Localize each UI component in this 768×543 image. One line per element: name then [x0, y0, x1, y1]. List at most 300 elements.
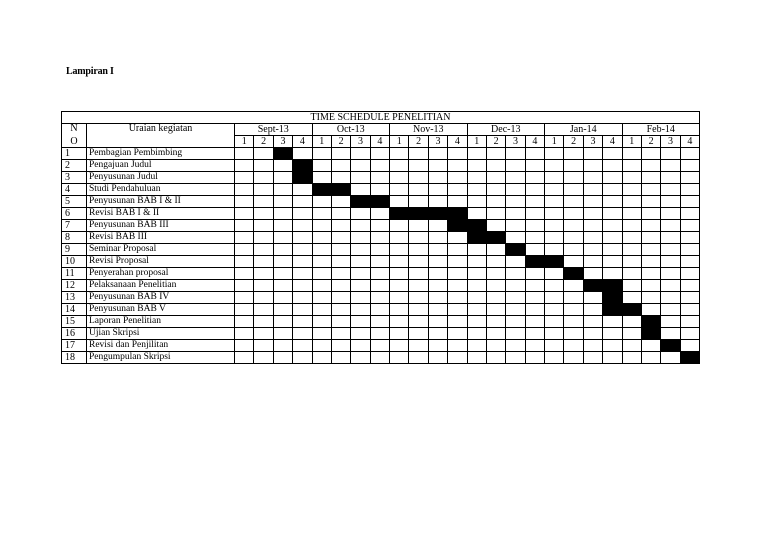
schedule-cell	[506, 232, 525, 244]
week-header: 1	[235, 136, 254, 148]
week-header: 4	[448, 136, 467, 148]
schedule-cell	[331, 160, 350, 172]
schedule-cell-filled	[331, 184, 350, 196]
row-number: 3	[62, 172, 87, 184]
schedule-cell	[254, 220, 273, 232]
schedule-cell	[525, 184, 544, 196]
schedule-cell	[409, 328, 428, 340]
activity-label: Penyusunan BAB IV	[87, 292, 235, 304]
schedule-cell	[583, 220, 602, 232]
schedule-cell-filled	[603, 280, 622, 292]
schedule-cell	[273, 292, 292, 304]
schedule-cell	[622, 280, 641, 292]
activity-label: Penyusunan Judul	[87, 172, 235, 184]
schedule-cell	[564, 316, 583, 328]
schedule-cell	[428, 232, 447, 244]
week-header: 2	[564, 136, 583, 148]
schedule-cell-filled	[467, 220, 486, 232]
schedule-cell	[661, 244, 680, 256]
schedule-cell	[351, 208, 370, 220]
schedule-cell	[564, 148, 583, 160]
schedule-cell-filled	[603, 304, 622, 316]
schedule-cell	[641, 340, 660, 352]
week-header: 2	[331, 136, 350, 148]
schedule-cell	[409, 316, 428, 328]
schedule-cell	[545, 328, 564, 340]
schedule-cell	[564, 172, 583, 184]
schedule-cell	[680, 184, 699, 196]
schedule-cell	[641, 148, 660, 160]
schedule-cell	[370, 340, 389, 352]
schedule-cell	[331, 340, 350, 352]
schedule-cell	[583, 352, 602, 364]
schedule-cell	[273, 232, 292, 244]
schedule-cell	[680, 148, 699, 160]
schedule-cell	[603, 220, 622, 232]
schedule-cell	[351, 340, 370, 352]
schedule-cell	[428, 160, 447, 172]
schedule-cell	[583, 244, 602, 256]
schedule-cell	[409, 220, 428, 232]
schedule-cell	[390, 196, 409, 208]
schedule-cell	[312, 292, 331, 304]
schedule-cell-filled	[409, 208, 428, 220]
schedule-cell	[661, 172, 680, 184]
schedule-cell	[661, 232, 680, 244]
schedule-cell	[622, 160, 641, 172]
column-header-activity: Uraian kegiatan	[87, 124, 235, 148]
schedule-cell	[583, 340, 602, 352]
schedule-cell	[235, 280, 254, 292]
week-header: 1	[622, 136, 641, 148]
schedule-cell-filled	[486, 232, 505, 244]
schedule-cell	[409, 244, 428, 256]
schedule-cell	[467, 340, 486, 352]
week-header: 3	[351, 136, 370, 148]
schedule-cell	[486, 292, 505, 304]
row-number: 10	[62, 256, 87, 268]
schedule-cell	[583, 160, 602, 172]
schedule-cell	[641, 172, 660, 184]
month-header: Dec-13	[467, 124, 545, 136]
schedule-cell	[641, 280, 660, 292]
schedule-cell	[409, 340, 428, 352]
schedule-cell	[661, 268, 680, 280]
table-row	[62, 256, 700, 268]
schedule-cell	[525, 196, 544, 208]
row-number: 12	[62, 280, 87, 292]
week-header: 2	[254, 136, 273, 148]
week-header: 4	[525, 136, 544, 148]
schedule-cell	[448, 328, 467, 340]
schedule-cell-filled	[525, 256, 544, 268]
schedule-cell	[680, 304, 699, 316]
schedule-cell	[661, 208, 680, 220]
schedule-cell	[254, 196, 273, 208]
schedule-cell-filled	[273, 148, 292, 160]
schedule-cell	[409, 352, 428, 364]
schedule-cell	[622, 256, 641, 268]
schedule-cell	[428, 268, 447, 280]
schedule-cell	[583, 172, 602, 184]
schedule-cell-filled	[545, 256, 564, 268]
schedule-cell	[467, 160, 486, 172]
schedule-cell	[486, 352, 505, 364]
table-row	[62, 340, 700, 352]
activity-label: Ujian Skripsi	[87, 328, 235, 340]
schedule-cell-filled	[390, 208, 409, 220]
schedule-cell	[622, 148, 641, 160]
schedule-cell-filled	[293, 160, 312, 172]
schedule-cell	[545, 340, 564, 352]
schedule-cell	[428, 316, 447, 328]
schedule-cell	[351, 220, 370, 232]
schedule-cell	[603, 256, 622, 268]
schedule-cell	[622, 232, 641, 244]
week-header: 2	[641, 136, 660, 148]
schedule-cell	[428, 304, 447, 316]
schedule-cell	[622, 220, 641, 232]
schedule-cell	[603, 184, 622, 196]
row-number: 18	[62, 352, 87, 364]
schedule-cell	[622, 268, 641, 280]
schedule-cell	[293, 292, 312, 304]
schedule-cell	[235, 340, 254, 352]
schedule-cell	[525, 232, 544, 244]
schedule-cell	[603, 160, 622, 172]
row-number: 11	[62, 268, 87, 280]
schedule-cell	[254, 352, 273, 364]
schedule-cell-filled	[506, 244, 525, 256]
schedule-cell	[486, 268, 505, 280]
schedule-cell	[448, 268, 467, 280]
activity-label: Penyusunan BAB III	[87, 220, 235, 232]
schedule-cell	[583, 292, 602, 304]
schedule-cell	[390, 304, 409, 316]
schedule-cell	[525, 316, 544, 328]
table-row	[62, 244, 700, 256]
schedule-cell	[448, 304, 467, 316]
schedule-cell	[467, 280, 486, 292]
schedule-cell	[564, 208, 583, 220]
schedule-cell	[235, 172, 254, 184]
schedule-cell	[622, 316, 641, 328]
schedule-cell	[506, 196, 525, 208]
schedule-cell	[390, 148, 409, 160]
schedule-cell	[331, 256, 350, 268]
schedule-cell	[331, 220, 350, 232]
schedule-cell	[351, 328, 370, 340]
schedule-cell	[235, 244, 254, 256]
schedule-cell	[351, 232, 370, 244]
schedule-cell	[390, 160, 409, 172]
schedule-cell	[680, 256, 699, 268]
schedule-cell	[235, 148, 254, 160]
row-number: 17	[62, 340, 87, 352]
schedule-cell	[273, 352, 292, 364]
schedule-cell	[583, 328, 602, 340]
schedule-cell	[680, 292, 699, 304]
activity-label: Revisi BAB III	[87, 232, 235, 244]
schedule-cell	[254, 160, 273, 172]
schedule-cell	[467, 352, 486, 364]
schedule-cell	[506, 208, 525, 220]
schedule-cell	[351, 172, 370, 184]
week-header: 2	[486, 136, 505, 148]
schedule-cell	[467, 256, 486, 268]
schedule-cell	[448, 316, 467, 328]
schedule-cell	[312, 160, 331, 172]
schedule-cell	[351, 304, 370, 316]
schedule-cell	[564, 244, 583, 256]
week-header: 4	[293, 136, 312, 148]
row-number: 13	[62, 292, 87, 304]
schedule-cell	[409, 304, 428, 316]
schedule-cell	[486, 208, 505, 220]
schedule-cell	[312, 256, 331, 268]
schedule-cell	[312, 328, 331, 340]
activity-label: Revisi BAB I & II	[87, 208, 235, 220]
schedule-cell	[680, 208, 699, 220]
schedule-cell	[235, 256, 254, 268]
schedule-cell	[293, 340, 312, 352]
schedule-cell	[254, 232, 273, 244]
schedule-cell	[622, 184, 641, 196]
schedule-cell	[409, 172, 428, 184]
schedule-cell	[235, 304, 254, 316]
schedule-cell	[506, 172, 525, 184]
week-header: 1	[312, 136, 331, 148]
schedule-cell	[293, 352, 312, 364]
schedule-cell	[641, 196, 660, 208]
schedule-cell	[506, 340, 525, 352]
schedule-cell	[293, 148, 312, 160]
schedule-cell	[506, 328, 525, 340]
schedule-cell	[564, 280, 583, 292]
schedule-cell	[331, 232, 350, 244]
schedule-cell	[545, 148, 564, 160]
schedule-cell	[351, 160, 370, 172]
schedule-cell	[312, 316, 331, 328]
schedule-cell	[254, 148, 273, 160]
row-number: 14	[62, 304, 87, 316]
schedule-cell	[409, 280, 428, 292]
schedule-cell	[603, 268, 622, 280]
schedule-cell	[583, 316, 602, 328]
schedule-cell	[583, 268, 602, 280]
schedule-cell	[428, 328, 447, 340]
schedule-cell	[622, 172, 641, 184]
month-header: Sept-13	[235, 124, 313, 136]
schedule-cell	[428, 220, 447, 232]
schedule-cell	[486, 280, 505, 292]
schedule-cell	[603, 196, 622, 208]
schedule-cell	[545, 292, 564, 304]
schedule-cell	[428, 172, 447, 184]
schedule-cell	[622, 244, 641, 256]
schedule-cell	[312, 304, 331, 316]
schedule-cell	[564, 220, 583, 232]
table-row	[62, 316, 700, 328]
table-row	[62, 304, 700, 316]
schedule-cell	[448, 232, 467, 244]
schedule-cell	[603, 328, 622, 340]
schedule-cell	[641, 268, 660, 280]
schedule-cell	[390, 280, 409, 292]
schedule-cell	[390, 220, 409, 232]
schedule-cell	[235, 232, 254, 244]
week-header: 3	[273, 136, 292, 148]
schedule-cell	[390, 244, 409, 256]
schedule-cell	[506, 304, 525, 316]
schedule-cell	[312, 268, 331, 280]
schedule-cell-filled	[448, 208, 467, 220]
month-header: Nov-13	[390, 124, 468, 136]
schedule-cell	[254, 304, 273, 316]
table-row	[62, 280, 700, 292]
schedule-cell	[583, 196, 602, 208]
schedule-cell	[680, 232, 699, 244]
schedule-cell	[661, 328, 680, 340]
schedule-cell	[293, 208, 312, 220]
schedule-cell	[409, 232, 428, 244]
schedule-cell-filled	[370, 196, 389, 208]
schedule-cell	[603, 340, 622, 352]
column-header-no-line2: O	[70, 136, 78, 147]
schedule-cell	[467, 172, 486, 184]
schedule-cell	[506, 292, 525, 304]
schedule-cell	[545, 280, 564, 292]
schedule-cell	[428, 256, 447, 268]
schedule-cell	[390, 340, 409, 352]
schedule-cell	[273, 256, 292, 268]
schedule-cell	[370, 256, 389, 268]
schedule-cell	[390, 256, 409, 268]
schedule-cell	[254, 280, 273, 292]
activity-label: Seminar Proposal	[87, 244, 235, 256]
schedule-cell	[661, 256, 680, 268]
schedule-cell	[680, 172, 699, 184]
schedule-cell	[235, 352, 254, 364]
activity-label: Penyerahan proposal	[87, 268, 235, 280]
schedule-cell	[428, 340, 447, 352]
column-header-no	[62, 124, 87, 148]
schedule-cell	[680, 160, 699, 172]
month-header-row	[62, 124, 700, 136]
schedule-cell	[545, 208, 564, 220]
schedule-cell	[545, 196, 564, 208]
schedule-cell	[506, 280, 525, 292]
schedule-cell	[525, 304, 544, 316]
schedule-cell	[293, 304, 312, 316]
schedule-cell	[545, 316, 564, 328]
schedule-cell	[622, 196, 641, 208]
activity-label: Penyusunan BAB I & II	[87, 196, 235, 208]
schedule-cell	[331, 244, 350, 256]
schedule-cell	[545, 244, 564, 256]
schedule-cell	[409, 196, 428, 208]
schedule-cell	[641, 160, 660, 172]
table-row	[62, 160, 700, 172]
schedule-cell	[293, 328, 312, 340]
schedule-cell	[428, 280, 447, 292]
table-title: TIME SCHEDULE PENELITIAN	[62, 112, 700, 124]
schedule-cell	[273, 328, 292, 340]
table-row	[62, 184, 700, 196]
schedule-cell	[603, 148, 622, 160]
schedule-cell	[680, 220, 699, 232]
schedule-cell	[680, 280, 699, 292]
schedule-cell	[254, 268, 273, 280]
schedule-cell	[331, 172, 350, 184]
schedule-cell	[564, 232, 583, 244]
row-number: 1	[62, 148, 87, 160]
schedule-cell	[351, 244, 370, 256]
schedule-cell	[428, 352, 447, 364]
schedule-cell-filled	[467, 232, 486, 244]
schedule-cell	[448, 340, 467, 352]
schedule-cell	[486, 220, 505, 232]
schedule-cell	[661, 280, 680, 292]
schedule-cell	[467, 292, 486, 304]
schedule-cell	[370, 292, 389, 304]
row-number: 4	[62, 184, 87, 196]
schedule-cell	[583, 184, 602, 196]
schedule-cell	[312, 352, 331, 364]
schedule-cell	[545, 268, 564, 280]
schedule-cell	[641, 220, 660, 232]
schedule-cell	[583, 304, 602, 316]
schedule-cell	[525, 292, 544, 304]
schedule-cell	[467, 244, 486, 256]
schedule-cell	[351, 268, 370, 280]
schedule-cell	[273, 268, 292, 280]
table-row	[62, 220, 700, 232]
schedule-cell	[661, 196, 680, 208]
schedule-cell	[273, 244, 292, 256]
schedule-cell	[370, 220, 389, 232]
schedule-cell	[331, 280, 350, 292]
schedule-cell	[351, 352, 370, 364]
table-row	[62, 148, 700, 160]
schedule-cell	[448, 172, 467, 184]
schedule-cell	[390, 292, 409, 304]
schedule-cell-filled	[641, 316, 660, 328]
schedule-cell	[390, 184, 409, 196]
schedule-cell	[390, 268, 409, 280]
schedule-cell	[486, 316, 505, 328]
schedule-cell	[370, 316, 389, 328]
schedule-cell-filled	[312, 184, 331, 196]
week-header: 1	[545, 136, 564, 148]
schedule-cell	[331, 208, 350, 220]
schedule-cell	[370, 328, 389, 340]
schedule-cell	[506, 148, 525, 160]
activity-label: Pengumpulan Skripsi	[87, 352, 235, 364]
schedule-cell	[680, 328, 699, 340]
schedule-cell-filled	[603, 292, 622, 304]
schedule-cell	[525, 328, 544, 340]
schedule-cell	[448, 160, 467, 172]
schedule-cell-filled	[428, 208, 447, 220]
schedule-cell	[390, 316, 409, 328]
schedule-cell	[486, 244, 505, 256]
schedule-cell	[641, 352, 660, 364]
schedule-cell	[312, 220, 331, 232]
schedule-cell	[641, 232, 660, 244]
schedule-cell	[545, 304, 564, 316]
row-number: 6	[62, 208, 87, 220]
